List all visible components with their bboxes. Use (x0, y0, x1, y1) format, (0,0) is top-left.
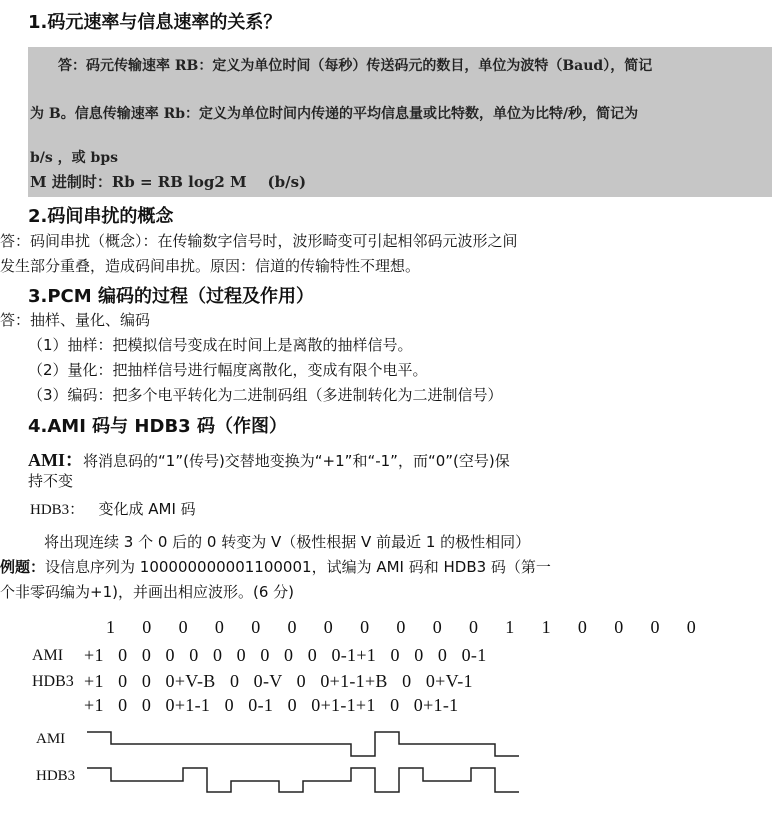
bit-value: 1 (505, 617, 515, 637)
q4-heading: 4.AMI 码与 HDB3 码（作图） (28, 416, 287, 437)
hdb3-waveform-label: HDB3 (36, 768, 76, 784)
hdb3-definition: 变化成 AMI 码 (98, 500, 196, 518)
bit-value: 1 (541, 617, 551, 637)
bit-value: 0 (614, 617, 624, 637)
hdb3-waveform (87, 768, 519, 792)
q2-line1: 答：码间串扰（概念）：在传输数字信号时，波形畸变可引起相邻码元波形之间 (0, 232, 518, 250)
bit-value: 0 (287, 617, 297, 637)
hdb3-rule: 将出现连续 3 个 0 后的 0 转变为 V（极性根据 V 前最近 1 的极性相同） (44, 533, 531, 551)
q3-line1: 答：抽样、量化、编码 (0, 311, 151, 329)
ami-label: AMI： (28, 450, 83, 470)
hdb3-code-row-values: +1 0 0 0+1-1 0 0-1 0 0+1-1+1 0 0+1-1 (84, 695, 459, 715)
ami-row-label: AMI (32, 647, 64, 664)
bit-value: 0 (178, 617, 188, 637)
ami-definition: 将消息码的“1”(传号)交替地变换为“+1”和“-1”，而“0”(空号)保 (83, 452, 510, 470)
q3-line4: （3）编码：把多个电平转化为二进制码组（多进制转化为二进制信号） (28, 386, 503, 404)
hdb3-row-label: HDB3 (32, 673, 74, 690)
ami-definition-cont: 持不变 (28, 472, 74, 490)
q1-heading: 1.码元速率与信息速率的关系？ (28, 12, 282, 33)
bit-value: 0 (323, 617, 333, 637)
ami-waveform-label: AMI (36, 731, 66, 747)
q1-line1: 答：码元传输速率 RB：定义为单位时间（每秒）传送码元的数目，单位为波特（Baud），简记 (58, 58, 653, 74)
ami-code-row: +1 0 0 0 0 0 0 0 0 0 0-1+1 0 0 0 0-1 (84, 645, 487, 665)
bit-value: 0 (650, 617, 660, 637)
q2-heading: 2.码间串扰的概念 (28, 206, 174, 227)
example-text-cont: 个非零码编为+1)，并画出相应波形。(6 分) (0, 583, 294, 601)
q2-line2: 发生部分重叠，造成码间串扰。原因：信道的传输特性不理想。 (0, 257, 421, 275)
example-label: 例题： (0, 558, 46, 576)
bit-value: 0 (396, 617, 406, 637)
bit-value: 0 (432, 617, 442, 637)
q3-line2: （1）抽样：把模拟信号变成在时间上是离散的抽样信号。 (28, 336, 413, 354)
bit-value: 0 (360, 617, 370, 637)
q1-line3: b/s ，或 bps (30, 150, 118, 166)
ami-waveform (87, 732, 519, 756)
hdb3-code-row: +1 0 0 0+V-B 0 0-V 0 0+1-1+B 0 0+V-1 (84, 671, 473, 691)
bit-value: 0 (469, 617, 478, 637)
bit-value: 0 (577, 617, 587, 637)
q3-line3: （2）量化：把抽样信号进行幅度离散化，变成有限个电平。 (28, 361, 428, 379)
q1-formula: M 进制时：Rb = RB log2 M (b/s) (30, 173, 307, 191)
q1-line2: 为 B。信息传输速率 Rb：定义为单位时间内传递的平均信息量或比特数，单位为比特/秒，简记为 (30, 106, 639, 122)
bit-value: 0 (214, 617, 224, 637)
hdb3-label: HDB3： (30, 502, 85, 518)
example-text: 设信息序列为 100000000001100001，试编为 AMI 码和 HDB3 码（第一 (45, 558, 551, 576)
q3-heading: 3.PCM 编码的过程（过程及作用） (28, 286, 314, 307)
bit-value: 0 (142, 617, 152, 637)
bit-value: 0 (686, 617, 696, 637)
bit-value: 1 (106, 617, 115, 637)
bit-value: 0 (251, 617, 261, 637)
